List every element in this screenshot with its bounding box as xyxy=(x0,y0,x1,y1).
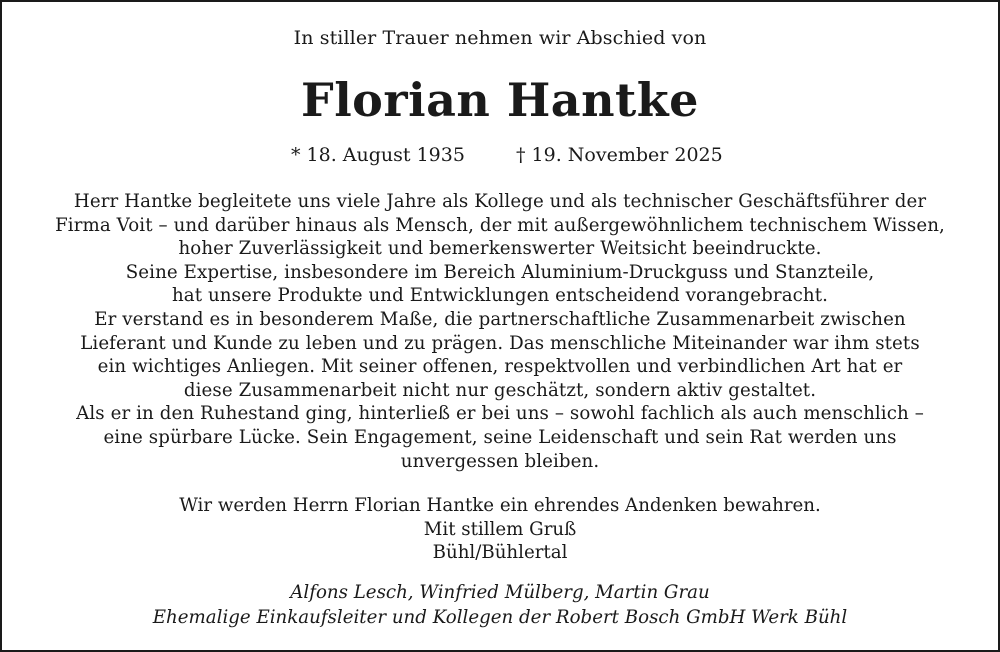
tribute-line: hoher Zuverlässigkeit und bemerkenswerter Weitsicht beeindruckte. xyxy=(178,238,822,260)
signer-affiliation: Ehemalige Einkaufsleiter und Kollegen der Robert Bosch GmbH Werk Bühl xyxy=(152,607,848,628)
tribute-line: ein wichtiges Anliegen. Mit seiner offenen, respektvollen und verbindlichen Art hat er xyxy=(97,356,903,378)
tribute-line: Firma Voit – und darüber hinaus als Mensch, der mit außergewöhnlichem technischem Wissen, xyxy=(55,214,945,236)
tribute-line: Als er in den Ruhestand ging, hinterließ er bei uns – sowohl fachlich als auch menschlich – xyxy=(76,403,924,425)
intro-line: In stiller Trauer nehmen wir Abschied von xyxy=(293,27,707,49)
closing-statement: Wir werden Herrn Florian Hantke ein ehrendes Andenken bewahren. xyxy=(179,495,821,516)
closing-greeting: Mit stillem Gruß xyxy=(423,518,577,540)
tribute-text xyxy=(22,190,978,473)
birth-date: * 18. August 1935 xyxy=(291,144,465,166)
tribute-line: Seine Expertise, insbesondere im Bereich Aluminium-Druckguss und Stanzteile, xyxy=(125,261,875,283)
closing-block xyxy=(22,494,978,565)
tribute-line: hat unsere Produkte und Entwicklungen entscheidend vorangebracht. xyxy=(171,285,829,307)
tribute-line: Herr Hantke begleitete uns viele Jahre als Kollege und als technischer Geschäftsführer der xyxy=(73,191,927,212)
tribute-line: diese Zusammenarbeit nicht nur geschätzt, sondern aktiv gestaltet. xyxy=(183,379,817,401)
death-date: † 19. November 2025 xyxy=(516,144,723,166)
tribute-line: unvergessen bleiben. xyxy=(400,450,600,472)
tribute-line: Er verstand es in besonderem Maße, die partnerschaftliche Zusammenarbeit zwischen xyxy=(94,308,906,330)
signers-block xyxy=(22,580,978,630)
closing-location: Bühl/Bühlertal xyxy=(432,542,568,564)
tribute-line: Lieferant und Kunde zu leben und zu prägen. Das menschliche Miteinander war ihm stets xyxy=(80,332,920,354)
deceased-name: Florian Hantke xyxy=(301,73,699,127)
signer-names: Alfons Lesch, Winfried Mülberg, Martin Grau xyxy=(290,582,710,603)
tribute-line: eine spürbare Lücke. Sein Engagement, seine Leidenschaft und sein Rat werden uns xyxy=(103,426,897,448)
